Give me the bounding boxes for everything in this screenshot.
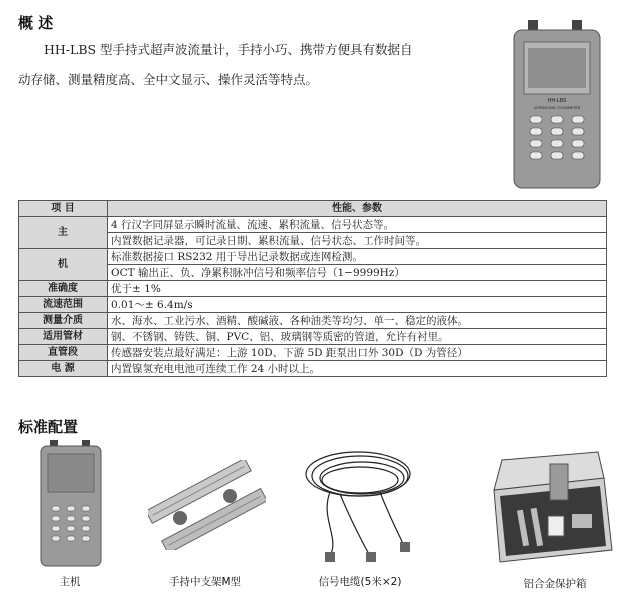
bracket-image — [148, 460, 266, 550]
table-row — [19, 265, 607, 281]
row-value: 水、海水、工业污水、酒精、酸碱液、各种油类等均匀、单一、稳定的液体。 — [108, 313, 607, 329]
host-label-1: 主 — [19, 217, 108, 249]
row-label: 流速范围 — [19, 297, 108, 313]
header-item: 项 目 — [19, 201, 108, 217]
table-row — [19, 233, 607, 249]
table-row — [19, 361, 607, 377]
table-row — [19, 249, 607, 265]
spec-table — [18, 200, 607, 377]
config-title: 标准配置 — [18, 418, 79, 436]
row-label: 准确度 — [19, 281, 108, 297]
host-label-2: 机 — [19, 249, 108, 281]
host-row-4: OCT 输出正、负、净累积脉冲信号和频率信号（1−9999Hz） — [108, 265, 607, 281]
table-row — [19, 313, 607, 329]
overview-line-1: HH-LBS 型手持式超声波流量计，手持小巧、携带方便具有数据自 — [44, 42, 413, 57]
row-label: 测量介质 — [19, 313, 108, 329]
table-row — [19, 217, 607, 233]
spec-header-row — [19, 201, 607, 217]
row-value: 优于± 1% — [108, 281, 607, 297]
aluminum-case-image — [486, 450, 614, 566]
config-item-host: 主机 — [59, 576, 81, 588]
row-label: 直管段 — [19, 345, 108, 361]
host-unit-image — [38, 440, 104, 568]
config-item-case: 铝合金保护箱 — [523, 578, 587, 590]
row-value: 0.01～± 6.4m/s — [108, 297, 607, 313]
flowmeter-device-image — [508, 18, 608, 190]
table-row — [19, 329, 607, 345]
table-row — [19, 281, 607, 297]
host-row-1: 4 行汉字同屏显示瞬时流量、流速、累积流量、信号状态等。 — [108, 217, 607, 233]
row-value: 传感器安装点最好满足：上游 10D、下游 5D 距泵出口外 30D（D 为管径） — [108, 345, 607, 361]
row-label: 适用管材 — [19, 329, 108, 345]
config-item-cable: 信号电缆(5米×2) — [318, 576, 402, 588]
row-label: 电 源 — [19, 361, 108, 377]
row-value: 内置镍氢充电电池可连续工作 24 小时以上。 — [108, 361, 607, 377]
config-item-bracket: 手持中支架M型 — [168, 576, 242, 588]
overview-title: 概 述 — [18, 14, 54, 32]
table-row — [19, 345, 607, 361]
table-row — [19, 297, 607, 313]
device-brand-label: HH-LBS — [547, 98, 567, 104]
signal-cable-image — [300, 448, 420, 566]
host-row-3: 标准数据接口 RS232 用于导出记录数据或连网检测。 — [108, 249, 607, 265]
header-spec: 性能、参数 — [108, 201, 607, 217]
overview-line-2: 动存储、测量精度高、全中文显示、操作灵活等特点。 — [18, 72, 319, 87]
device-subtitle-label: ULTRASONIC FLOWMETER — [533, 106, 581, 110]
row-value: 钢、不锈钢、铸铁、铜、PVC、铝、玻璃钢等质密的管道，允许有衬里。 — [108, 329, 607, 345]
host-row-2: 内置数据记录器，可记录日期、累积流量、信号状态、工作时间等。 — [108, 233, 607, 249]
